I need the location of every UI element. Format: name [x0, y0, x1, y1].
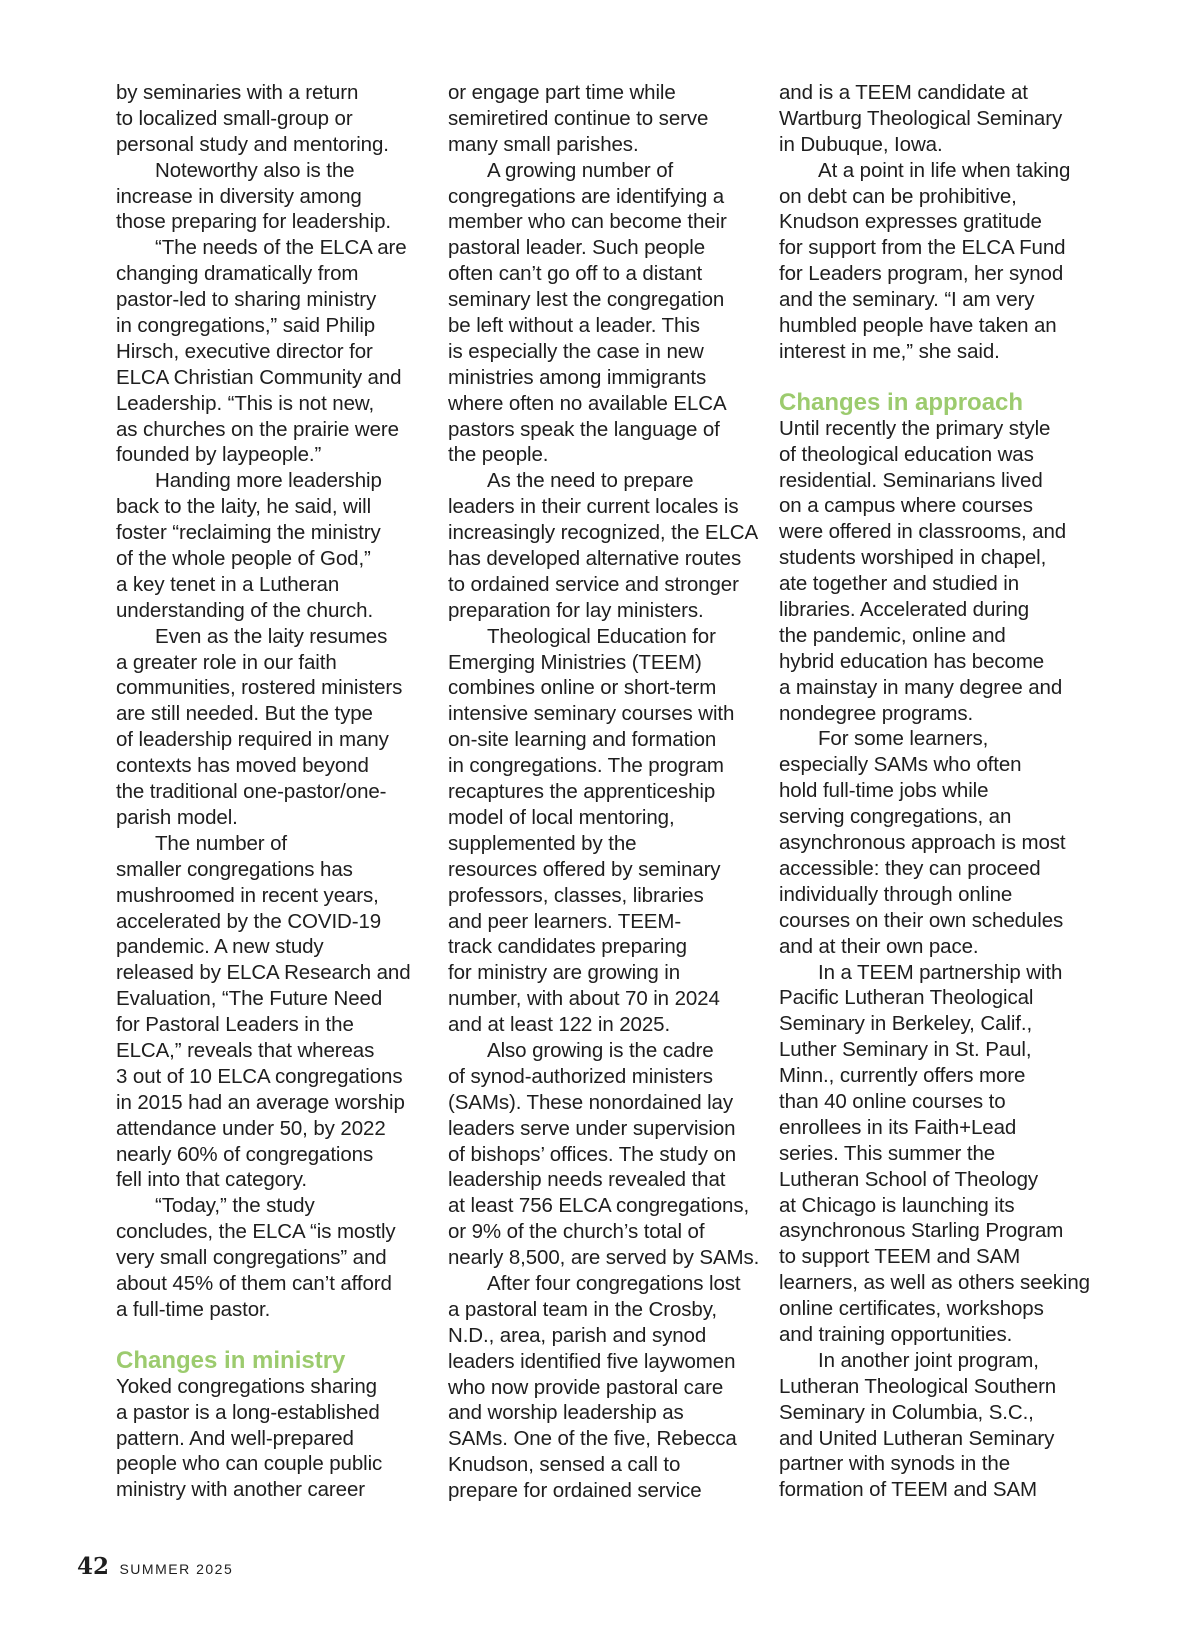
text-line: hybrid education has become [779, 649, 1045, 673]
text-line: “The needs of the ELCA are [155, 236, 407, 260]
paragraph [779, 960, 1104, 1348]
text-line: contexts has moved beyond [116, 754, 369, 778]
text-line: of bishops’ offices. The study on [448, 1142, 737, 1166]
text-line: to ordained service and stronger [448, 572, 739, 596]
text-line: model of local mentoring, [448, 805, 675, 829]
text-line: to localized small-group or [116, 106, 353, 130]
paragraph [116, 468, 441, 623]
paragraph [448, 468, 773, 623]
text-line: understanding of the church. [116, 598, 374, 622]
text-line: fell into that category. [116, 1168, 307, 1192]
text-line: the people. [448, 443, 549, 467]
text-line: increasingly recognized, the ELCA [448, 521, 759, 545]
text-line: Seminary in Columbia, S.C., [779, 1400, 1034, 1424]
paragraph [116, 80, 441, 158]
text-line: in congregations. The program [448, 754, 724, 778]
text-line: smaller congregations has [116, 857, 353, 881]
text-line: As the need to prepare [487, 469, 694, 493]
text-line: interest in me,” she said. [779, 339, 1000, 363]
text-line: for support from the ELCA Fund [779, 236, 1066, 260]
text-line: Noteworthy also is the [155, 158, 355, 182]
text-line: were offered in classrooms, and [779, 520, 1067, 544]
text-line: recaptures the apprenticeship [448, 780, 716, 804]
text-line: Lutheran Theological Southern [779, 1374, 1057, 1398]
text-line: released by ELCA Research and [116, 961, 411, 985]
text-line: and the seminary. “I am very [779, 288, 1035, 312]
text-line: In another joint program, [818, 1348, 1039, 1372]
column-1 [116, 80, 441, 1503]
text-line: and worship leadership as [448, 1401, 684, 1425]
text-line: parish model. [116, 805, 238, 829]
text-line: ministry with another career [116, 1478, 365, 1502]
text-line: partner with synods in the [779, 1452, 1010, 1476]
paragraph [116, 1374, 441, 1503]
text-line: and at their own pace. [779, 934, 979, 958]
text-line: nondegree programs. [779, 701, 974, 725]
text-line: combines online or short-term [448, 676, 717, 700]
text-line: mushroomed in recent years, [116, 883, 379, 907]
text-line: and is a TEEM candidate at [779, 81, 1028, 104]
text-line: professors, classes, libraries [448, 883, 704, 907]
text-line: Even as the laity resumes [155, 624, 388, 648]
text-line: in congregations,” said Philip [116, 314, 376, 338]
text-line: to support TEEM and SAM [779, 1245, 1021, 1269]
text-line: communities, rostered ministers [116, 676, 403, 700]
paragraph [116, 158, 441, 236]
text-line: leaders identified five laywomen [448, 1349, 736, 1373]
paragraph [779, 726, 1104, 959]
text-line: leaders in their current locales is [448, 495, 739, 519]
text-line: ate together and studied in [779, 572, 1020, 596]
text-line: a pastoral team in the Crosby, [448, 1297, 717, 1321]
text-line: pandemic. A new study [116, 935, 324, 959]
text-line: a key tenet in a Lutheran [116, 572, 340, 596]
paragraph [116, 1193, 441, 1322]
text-line: Minn., currently offers more [779, 1064, 1026, 1088]
text-line: Seminary in Berkeley, Calif., [779, 1012, 1033, 1036]
text-line: Emerging Ministries (TEEM) [448, 650, 702, 674]
text-line: especially SAMs who often [779, 753, 1022, 777]
text-line: personal study and mentoring. [116, 132, 389, 156]
text-line: for ministry are growing in [448, 961, 680, 985]
text-line: are still needed. But the type [116, 702, 373, 726]
text-line: a greater role in our faith [116, 650, 337, 674]
text-line: many small parishes. [448, 132, 639, 156]
section-heading: Changes in approach [779, 388, 1024, 416]
text-line: leaders serve under supervision [448, 1116, 736, 1140]
text-line: for Leaders program, her synod [779, 262, 1064, 286]
text-line: attendance under 50, by 2022 [116, 1116, 386, 1140]
text-line: a full-time pastor. [116, 1297, 271, 1321]
text-line: Knudson expresses gratitude [779, 210, 1042, 234]
text-line: by seminaries with a return [116, 81, 359, 104]
text-line: intensive seminary courses with [448, 702, 735, 726]
text-line: nearly 60% of congregations [116, 1142, 374, 1166]
text-line: at least 756 ELCA congregations, [448, 1194, 750, 1218]
text-line: people who can couple public [116, 1452, 383, 1476]
text-line: or 9% of the church’s total of [448, 1220, 705, 1244]
text-line: Theological Education for [487, 624, 716, 648]
text-line: (SAMs). These nonordained lay [448, 1090, 734, 1114]
text-line: SAMs. One of the five, Rebecca [448, 1427, 737, 1451]
text-line: supplemented by the [448, 831, 637, 855]
text-line: hold full-time jobs while [779, 779, 989, 803]
text-line: changing dramatically from [116, 262, 359, 286]
text-line: increase in diversity among [116, 184, 362, 208]
text-line: serving congregations, an [779, 805, 1012, 829]
text-line: After four congregations lost [487, 1271, 741, 1295]
text-line: is especially the case in new [448, 339, 704, 363]
text-line: the traditional one-pastor/one- [116, 780, 387, 804]
paragraph [448, 624, 773, 1038]
text-line: leadership needs revealed that [448, 1168, 726, 1192]
text-line: N.D., area, parish and synod [448, 1323, 707, 1347]
text-line: resources offered by seminary [448, 857, 721, 881]
text-line: a mainstay in many degree and [779, 675, 1063, 699]
paragraph [448, 1038, 773, 1271]
text-line: of theological education was [779, 442, 1034, 466]
paragraph [779, 416, 1104, 727]
text-line: Knudson, sensed a call to [448, 1453, 681, 1477]
text-line: online certificates, workshops [779, 1297, 1044, 1321]
text-line: those preparing for leadership. [116, 210, 391, 234]
text-line: Wartburg Theological Seminary [779, 106, 1063, 130]
text-line: has developed alternative routes [448, 547, 742, 571]
column-3 [779, 80, 1104, 1503]
text-line: or engage part time while [448, 81, 676, 104]
text-line: on-site learning and formation [448, 728, 717, 752]
text-line: at Chicago is launching its [779, 1193, 1015, 1217]
text-line: on debt can be prohibitive, [779, 184, 1017, 208]
text-line: enrollees in its Faith+Lead [779, 1115, 1017, 1139]
text-line: who now provide pastoral care [448, 1375, 724, 1399]
text-line: accelerated by the COVID-19 [116, 909, 382, 933]
text-line: than 40 online courses to [779, 1089, 1006, 1113]
text-line: Also growing is the cadre [487, 1038, 714, 1062]
paragraph [779, 158, 1104, 365]
text-line: of synod-authorized ministers [448, 1064, 713, 1088]
text-line: humbled people have taken an [779, 314, 1057, 338]
text-line: 3 out of 10 ELCA congregations [116, 1064, 403, 1088]
text-line: learners, as well as others seeking [779, 1271, 1090, 1295]
text-line: Lutheran School of Theology [779, 1167, 1039, 1191]
paragraph [779, 1348, 1104, 1503]
text-line: Evaluation, “The Future Need [116, 987, 383, 1011]
text-line: prepare for ordained service [448, 1479, 702, 1503]
text-line: for Pastoral Leaders in the [116, 1013, 354, 1037]
issue-label: SUMMER 2025 [119, 1561, 234, 1577]
text-line: For some learners, [818, 727, 989, 751]
text-line: and training opportunities. [779, 1322, 1013, 1346]
text-line: accessible: they can proceed [779, 856, 1041, 880]
text-line: be left without a leader. This [448, 314, 700, 338]
text-line: Yoked congregations sharing [116, 1374, 377, 1398]
paragraph [779, 80, 1104, 158]
text-line: individually through online [779, 882, 1013, 906]
text-line: back to the laity, he said, will [116, 495, 372, 519]
paragraph [448, 158, 773, 469]
paragraph [116, 624, 441, 831]
text-line: and peer learners. TEEM- [448, 909, 682, 933]
text-line: and at least 122 in 2025. [448, 1013, 671, 1037]
text-line: in Dubuque, Iowa. [779, 132, 943, 156]
paragraph [448, 1271, 773, 1504]
text-line: in 2015 had an average worship [116, 1090, 405, 1114]
text-line: At a point in life when taking [818, 158, 1071, 182]
text-line: congregations are identifying a [448, 184, 725, 208]
text-line: asynchronous Starling Program [779, 1219, 1064, 1243]
text-line: In a TEEM partnership with [818, 960, 1063, 984]
text-line: on a campus where courses [779, 494, 1033, 518]
text-line: seminary lest the congregation [448, 288, 725, 312]
text-line: residential. Seminarians lived [779, 468, 1043, 492]
page-number: 42 [77, 1553, 110, 1580]
text-line: nearly 8,500, are served by SAMs. [448, 1246, 760, 1270]
text-line: where often no available ELCA [448, 391, 727, 415]
text-line: the pandemic, online and [779, 623, 1006, 647]
text-line: Luther Seminary in St. Paul, [779, 1038, 1032, 1062]
paragraph [448, 80, 773, 158]
text-line: Leadership. “This is not new, [116, 391, 375, 415]
text-line: about 45% of them can’t afford [116, 1271, 392, 1295]
text-line: formation of TEEM and SAM [779, 1478, 1038, 1502]
column-2 [448, 80, 773, 1504]
text-line: Pacific Lutheran Theological [779, 986, 1034, 1010]
text-line: students worshiped in chapel, [779, 546, 1047, 570]
text-line: series. This summer the [779, 1141, 996, 1165]
text-line: Until recently the primary style [779, 416, 1051, 440]
text-line: asynchronous approach is most [779, 831, 1066, 855]
text-line: pastoral leader. Such people [448, 236, 706, 260]
text-line: ministries among immigrants [448, 365, 707, 389]
text-line: very small congregations” and [116, 1246, 387, 1270]
text-line: libraries. Accelerated during [779, 598, 1030, 622]
text-line: ELCA,” reveals that whereas [116, 1038, 375, 1062]
paragraph [116, 235, 441, 468]
text-line: as churches on the prairie were [116, 417, 399, 441]
text-line: track candidates preparing [448, 935, 687, 959]
text-line: pastor-led to sharing ministry [116, 288, 377, 312]
text-line: Handing more leadership [155, 469, 382, 493]
text-line: concludes, the ELCA “is mostly [116, 1220, 396, 1244]
text-line: preparation for lay ministers. [448, 598, 704, 622]
section-heading: Changes in ministry [116, 1346, 346, 1374]
paragraph [116, 831, 441, 1193]
text-line: Hirsch, executive director for [116, 339, 373, 363]
text-line: and United Lutheran Seminary [779, 1426, 1055, 1450]
text-line: The number of [155, 831, 288, 855]
page-footer [77, 1553, 233, 1580]
text-line: courses on their own schedules [779, 908, 1064, 932]
text-line: pattern. And well-prepared [116, 1426, 354, 1450]
text-line: ELCA Christian Community and [116, 365, 402, 389]
text-line: of leadership required in many [116, 728, 389, 752]
text-line: a pastor is a long-established [116, 1400, 380, 1424]
text-line: A growing number of [487, 158, 674, 182]
text-line: member who can become their [448, 210, 727, 234]
text-line: “Today,” the study [155, 1194, 315, 1218]
text-line: semiretired continue to serve [448, 106, 709, 130]
text-line: foster “reclaiming the ministry [116, 521, 381, 545]
text-line: number, with about 70 in 2024 [448, 987, 720, 1011]
text-line: of the whole people of God,” [116, 547, 371, 571]
text-line: pastors speak the language of [448, 417, 720, 441]
text-line: founded by laypeople.” [116, 443, 322, 467]
text-line: often can’t go off to a distant [448, 262, 703, 286]
